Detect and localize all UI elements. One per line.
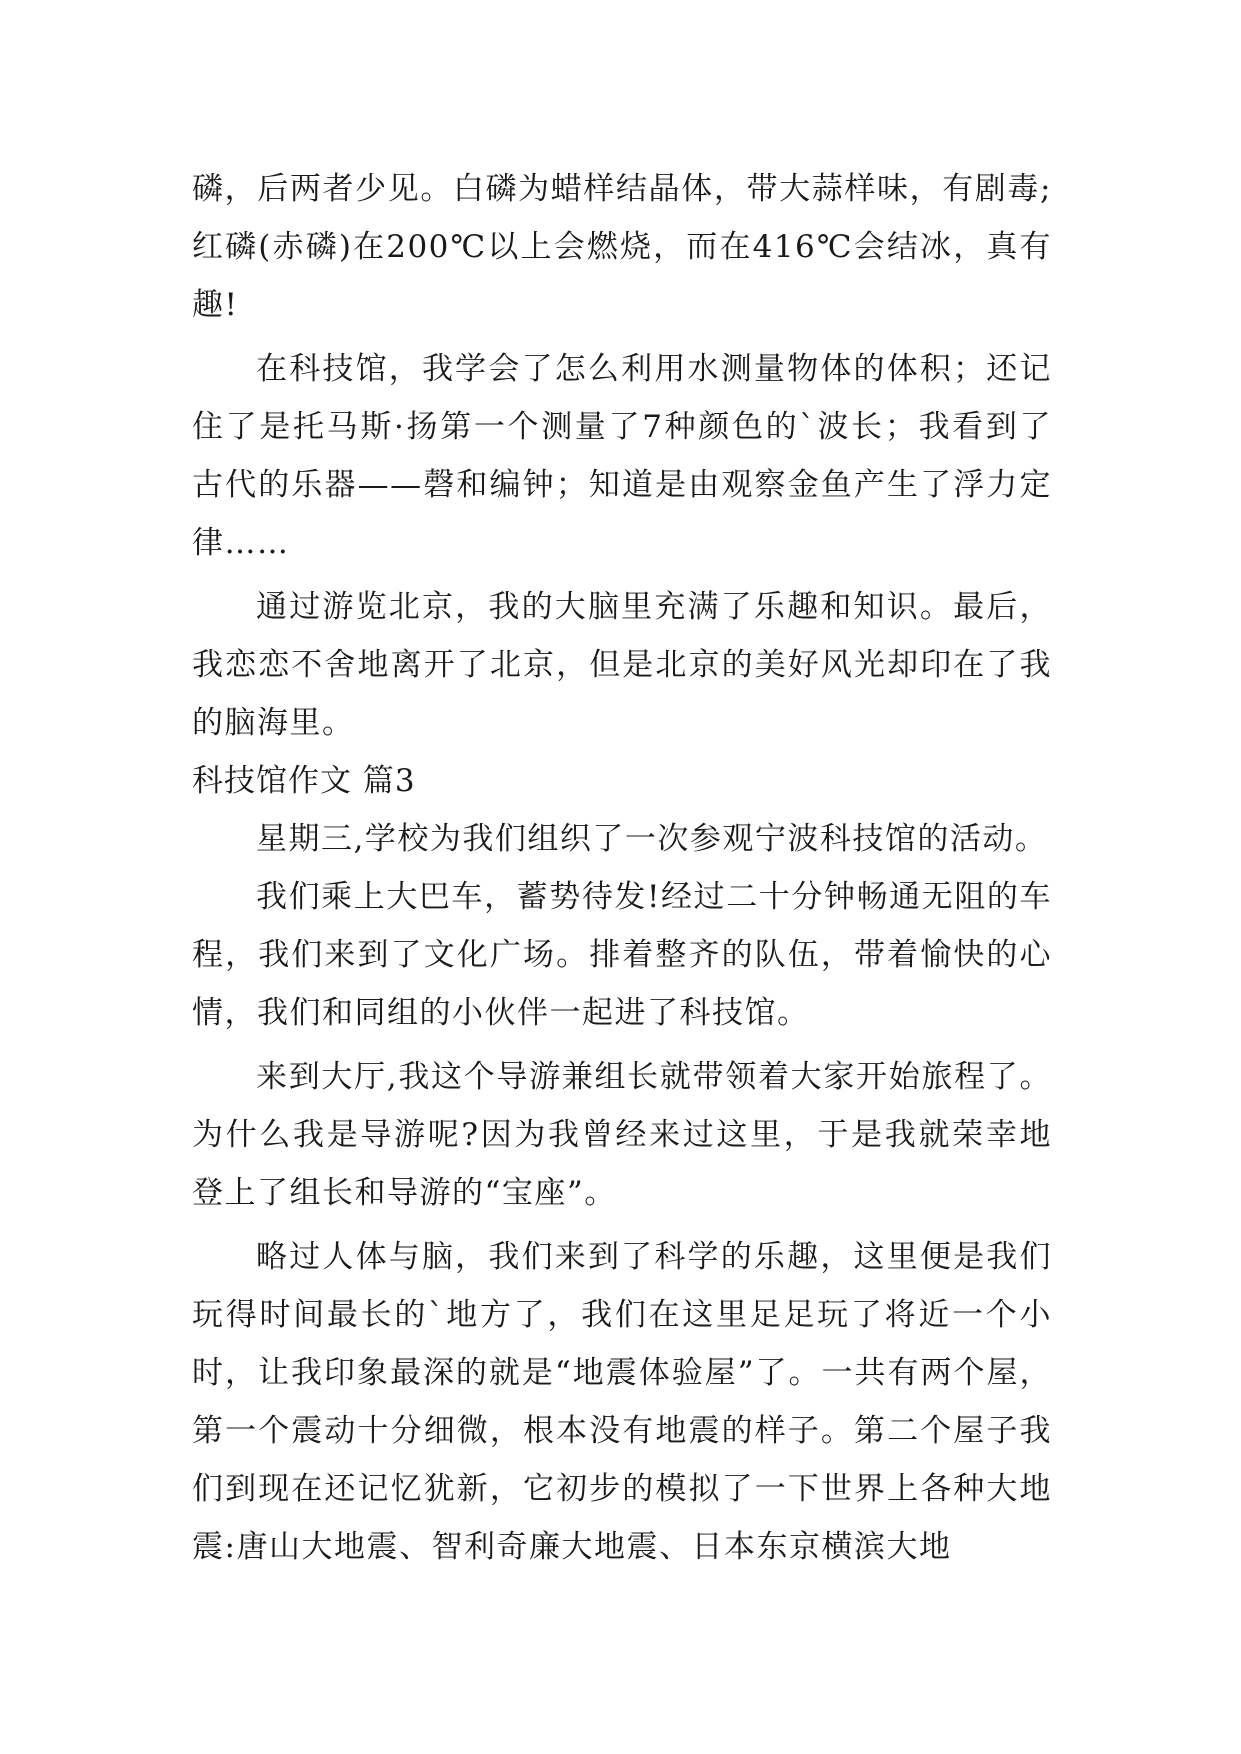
section-heading: 科技馆作文 篇3 — [192, 763, 416, 799]
paragraph-phosphorus: 磷，后两者少见。白磷为蜡样结晶体，带大蒜样味，有剧毒;红磷(赤磷)在200℃以上会燃烧，而在416℃会结冰，真有趣! — [192, 171, 1052, 323]
paragraph-earthquake-house: 略过人体与脑，我们来到了科学的乐趣，这里便是我们玩得时间最长的`地方了，我们在这里足足玩了将近一个小时，让我印象最深的就是“地震体验屋”了。一共有两个屋，第一个震动十分细微，根本没有地震的样子。第二个屋子我们到现在还记忆犹新，它初步的模拟了一下世界上各种大地震:唐山大地震、智利奇廉大地震、日本东京横滨大地 — [192, 1239, 1052, 1565]
paragraph-beijing-conclusion: 通过游览北京，我的大脑里充满了乐趣和知识。最后，我恋恋不舍地离开了北京，但是北京的美好风光却印在了我的脑海里。 — [192, 589, 1052, 741]
document-body — [192, 160, 1052, 1576]
paragraph-bus-ride: 我们乘上大巴车，蓄势待发!经过二十分钟畅通无阻的车程，我们来到了文化广场。排着整齐的队伍，带着愉快的心情，我们和同组的小伙伴一起进了科技馆。 — [192, 879, 1052, 1031]
paragraph-science-museum: 在科技馆，我学会了怎么利用水测量物体的体积；还记住了是托马斯·扬第一个测量了7种颜色的`波长；我看到了古代的乐器——磬和编钟；知道是由观察金鱼产生了浮力定律…… — [192, 351, 1052, 561]
paragraph-hall-guide: 来到大厅,我这个导游兼组长就带领着大家开始旅程了。为什么我是导游呢?因为我曾经来过这里，于是我就荣幸地登上了组长和导游的“宝座”。 — [192, 1059, 1052, 1211]
paragraph-wednesday-trip: 星期三,学校为我们组织了一次参观宁波科技馆的活动。 — [256, 821, 1048, 857]
